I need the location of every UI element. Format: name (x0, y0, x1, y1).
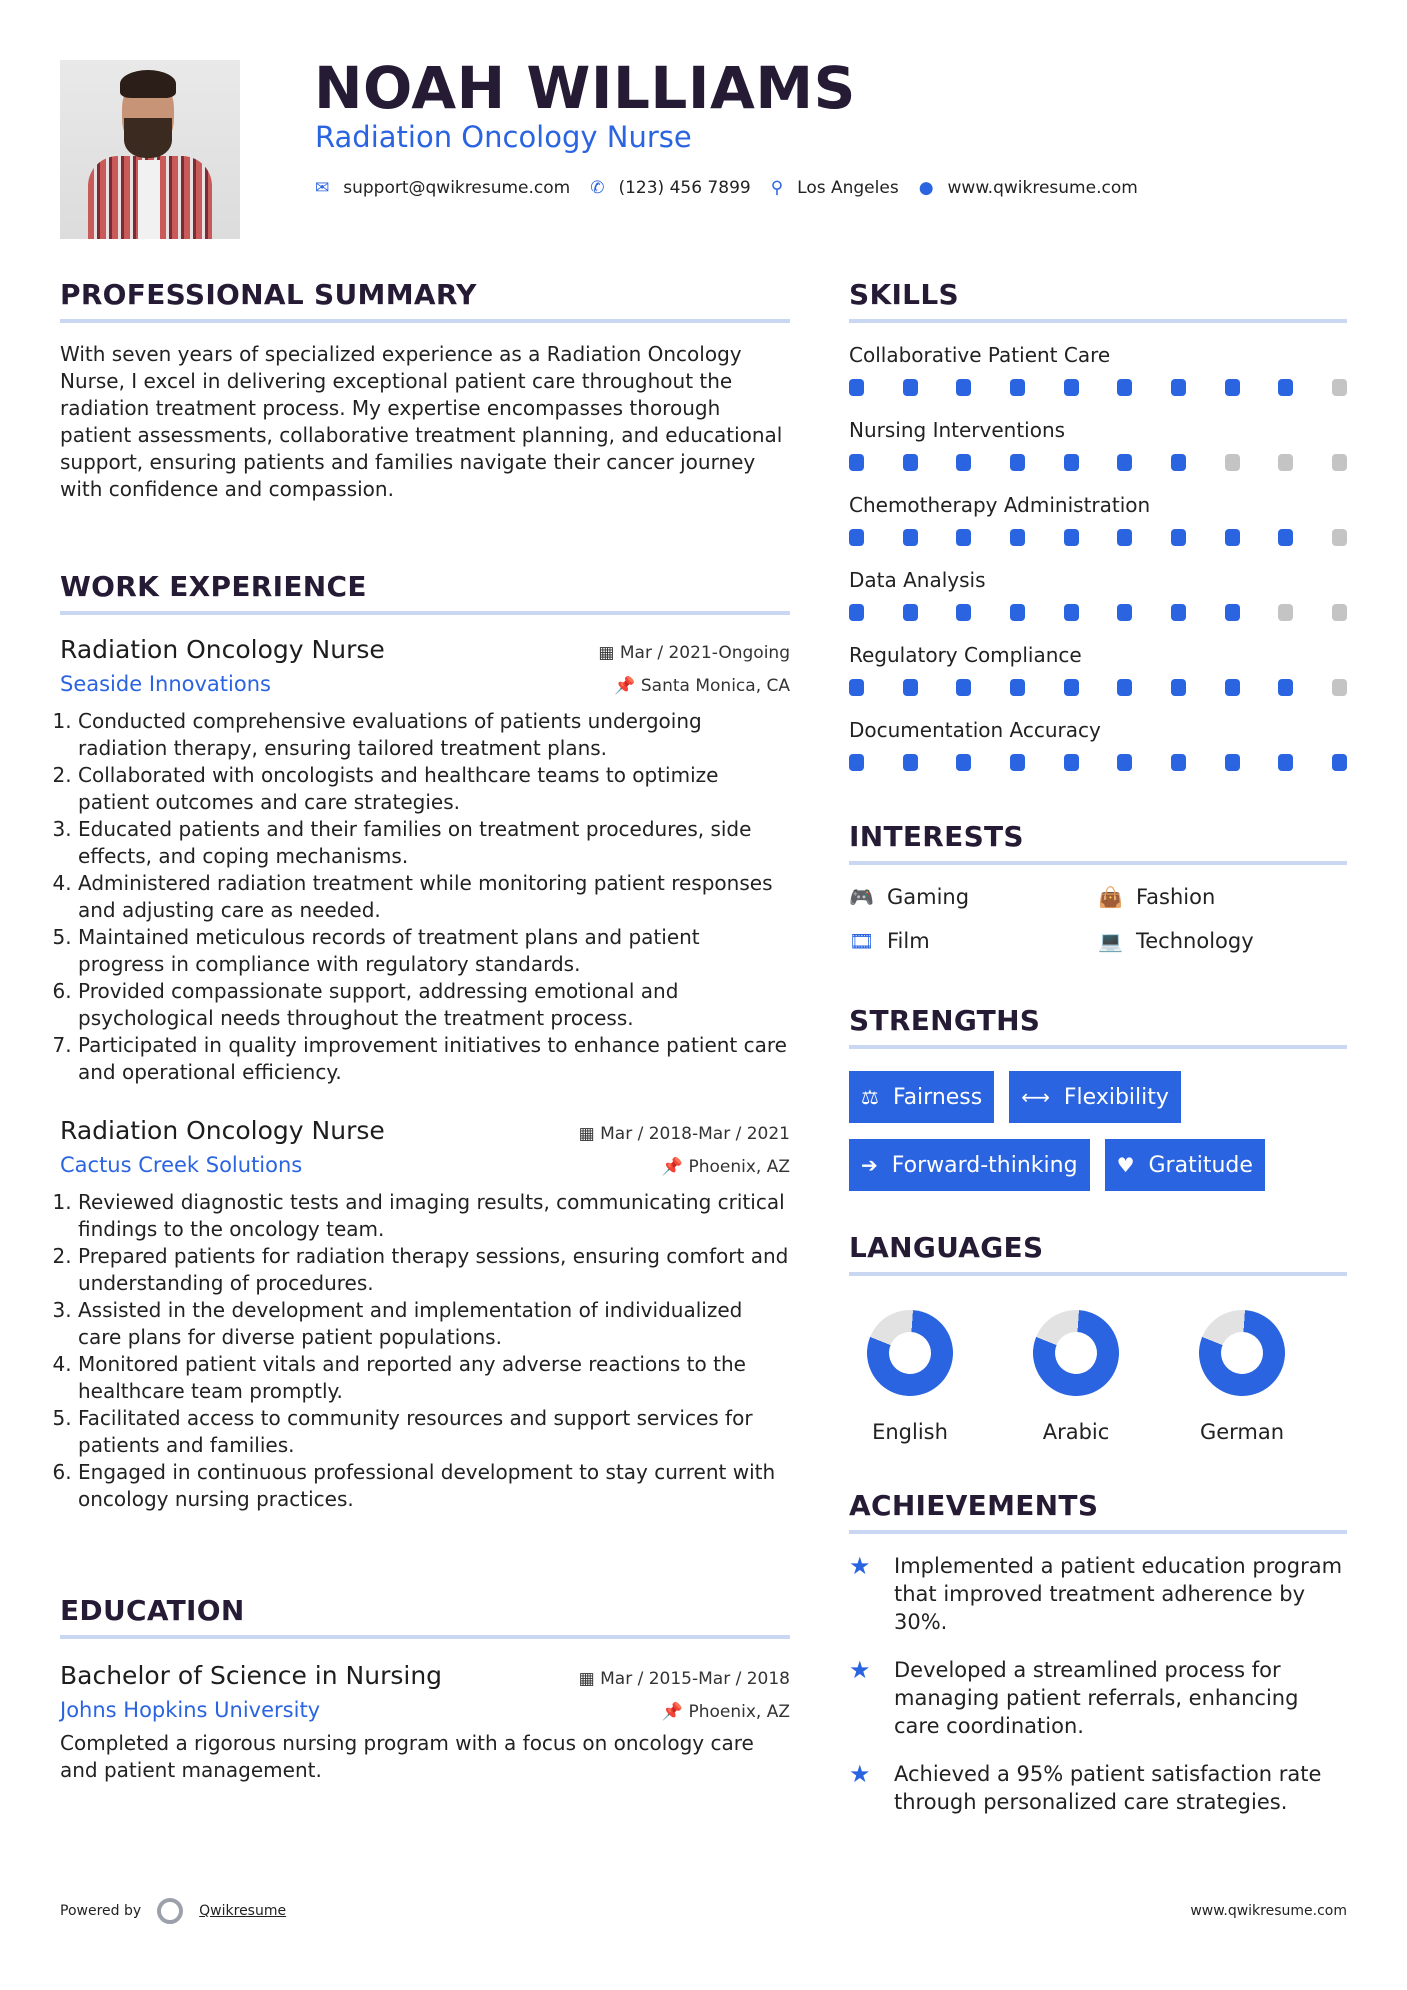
skill-dot-filled (956, 379, 971, 396)
strength-badge (1105, 1139, 1265, 1191)
section-heading: SKILLS (849, 278, 959, 311)
skill-dot-filled (1117, 679, 1132, 696)
calendar-icon: ▦ (598, 643, 620, 663)
interests-section (849, 820, 1347, 953)
skill-dot-filled (1332, 754, 1347, 771)
map-pin-icon: ⚲ (770, 178, 784, 198)
divider (60, 1635, 790, 1639)
skill-dot-empty (1332, 604, 1347, 621)
interest-item (849, 885, 1098, 909)
skill-dot-filled (1171, 604, 1186, 621)
arrows-h-icon: ⟷ (1021, 1085, 1050, 1109)
job-bullet: 6. Engaged in continuous professional development to stay current with oncology nursing practices. (78, 1459, 790, 1513)
film-icon: 🎞 (849, 929, 875, 953)
divider (849, 1272, 1347, 1276)
job-location: Santa Monica, CA (640, 676, 790, 696)
contact-location: Los Angeles (797, 178, 899, 198)
strengths-section (849, 1004, 1347, 1191)
skill-dot-filled (903, 604, 918, 621)
summary-section (60, 278, 790, 503)
divider (60, 319, 790, 323)
job-header (60, 635, 790, 664)
skill-dot-filled (849, 679, 864, 696)
degree-title: Bachelor of Science in Nursing (60, 1661, 443, 1690)
achievement-item (849, 1760, 1347, 1816)
languages-section (849, 1231, 1347, 1444)
skill-dot-filled (1064, 679, 1079, 696)
language-item (993, 1310, 1159, 1444)
divider (60, 611, 790, 615)
skill-dot-filled (849, 454, 864, 471)
globe-icon: ● (918, 178, 934, 198)
shopping-bag-icon: 👜 (1098, 885, 1123, 909)
skill-dot-filled (903, 754, 918, 771)
section-heading: ACHIEVEMENTS (849, 1489, 1099, 1522)
skill-dot-filled (1278, 529, 1293, 546)
job-subheader (60, 672, 790, 696)
contact-phone[interactable]: (123) 456 7899 (618, 178, 751, 198)
achievement-item (849, 1552, 1347, 1636)
language-donut (1196, 1307, 1288, 1399)
balance-scale-icon: ⚖ (861, 1085, 879, 1109)
section-heading: PROFESSIONAL SUMMARY (60, 278, 477, 311)
job-dates-wrap (598, 643, 790, 663)
skill-dot-empty (1332, 379, 1347, 396)
candidate-role: Radiation Oncology Nurse (315, 120, 692, 154)
interest-label: Film (887, 929, 930, 953)
footer-powered-by (60, 1898, 286, 1924)
skill-rating (849, 679, 1347, 696)
skill-dot-filled (1171, 379, 1186, 396)
section-heading: STRENGTHS (849, 1004, 1041, 1037)
skill-rating (849, 379, 1347, 396)
skill-dot-filled (1010, 529, 1025, 546)
skill-dot-filled (903, 379, 918, 396)
job-dates: Mar / 2018-Mar / 2021 (600, 1124, 790, 1144)
company-name: Cactus Creek Solutions (60, 1153, 303, 1177)
skill-dot-filled (1010, 379, 1025, 396)
job-entry (60, 1116, 790, 1513)
skill-label: Regulatory Compliance (849, 643, 1082, 667)
skill-dot-filled (1171, 679, 1186, 696)
education-description: Completed a rigorous nursing program with a focus on oncology care and patient management. (60, 1731, 754, 1782)
strength-label: Fairness (892, 1084, 983, 1110)
star-icon: ★ (849, 1552, 871, 1580)
interest-item (1098, 885, 1347, 909)
pin-icon: 📌 (661, 1157, 689, 1177)
phone-icon: ✆ (590, 178, 605, 198)
skill-dot-filled (956, 754, 971, 771)
job-bullet: 7. Participated in quality improvement initiatives to enhance patient care and operational efficiency. (78, 1032, 790, 1086)
skill-dot-filled (1171, 754, 1186, 771)
language-label: English (872, 1420, 948, 1444)
job-bullet: 1. Conducted comprehensive evaluations of patients undergoing radiation therapy, ensuring tailored treatment plans. (78, 708, 790, 762)
achievement-item (849, 1656, 1347, 1740)
skill-dot-filled (849, 754, 864, 771)
skill-rating (849, 529, 1347, 546)
skill-label: Documentation Accuracy (849, 718, 1101, 742)
skill-dot-filled (1010, 604, 1025, 621)
skill-dot-filled (1010, 754, 1025, 771)
job-bullet: 3. Assisted in the development and implementation of individualized care plans for diverse patient populations. (78, 1297, 790, 1351)
job-location-wrap (662, 1157, 790, 1177)
language-item (827, 1310, 993, 1444)
skill-dot-filled (1278, 754, 1293, 771)
heart-icon: ♥ (1116, 1153, 1135, 1177)
pin-icon: 📌 (661, 1702, 689, 1722)
qwikresume-link[interactable]: Qwikresume (199, 1903, 287, 1919)
skill-dot-filled (849, 529, 864, 546)
skill-label: Chemotherapy Administration (849, 493, 1151, 517)
skill-dot-empty (1332, 679, 1347, 696)
divider (849, 1045, 1347, 1049)
achievement-text: Developed a streamlined process for managing patient referrals, enhancing care coordination. (894, 1658, 1299, 1738)
strength-badge (1009, 1071, 1181, 1123)
summary-text: With seven years of specialized experience as a Radiation Oncology Nurse, I excel in delivering exceptional patient care throughout the radiation treatment process. My expertise encompasses thorough patient assessments, collaborative treatment planning, and educational support, ensuring patients and families navigate their cancer journey with confidence and compassion. (60, 342, 783, 501)
section-heading: LANGUAGES (849, 1231, 1044, 1264)
job-bullet: 2. Prepared patients for radiation therapy sessions, ensuring comfort and understanding of procedures. (78, 1243, 790, 1297)
skill-dot-filled (1064, 754, 1079, 771)
skill-rating (849, 754, 1347, 771)
skill-dot-filled (1278, 679, 1293, 696)
job-title: Radiation Oncology Nurse (60, 635, 385, 664)
skill-dot-filled (903, 454, 918, 471)
candidate-name: NOAH WILLIAMS (314, 54, 856, 122)
strength-label: Forward-thinking (891, 1152, 1078, 1178)
arrow-right-icon: ➔ (861, 1153, 878, 1177)
skill-dot-empty (1332, 529, 1347, 546)
strength-badge (849, 1139, 1090, 1191)
skill-dot-filled (1117, 454, 1132, 471)
job-bullets (60, 708, 790, 1086)
language-item (1159, 1310, 1325, 1444)
skill-dot-filled (1278, 379, 1293, 396)
job-dates: Mar / 2021-Ongoing (619, 643, 790, 663)
skill-dot-filled (1225, 679, 1240, 696)
divider (849, 861, 1347, 865)
skill-dot-filled (1064, 529, 1079, 546)
calendar-icon: ▦ (578, 1124, 601, 1144)
job-bullet: 1. Reviewed diagnostic tests and imaging results, communicating critical findings to the oncology team. (78, 1189, 790, 1243)
job-entry (60, 635, 790, 1086)
language-donut (864, 1307, 956, 1399)
skills-section (849, 278, 1347, 793)
skill-dot-filled (1010, 454, 1025, 471)
job-bullet: 5. Maintained meticulous records of treatment plans and patient progress in compliance with regulatory standards. (78, 924, 790, 978)
skill-dot-filled (1117, 754, 1132, 771)
interest-item (849, 929, 1098, 953)
job-bullets (60, 1189, 790, 1513)
skill-dot-filled (956, 679, 971, 696)
divider (849, 319, 1347, 323)
skill-dot-filled (1225, 754, 1240, 771)
skill-dot-filled (1225, 379, 1240, 396)
star-icon: ★ (849, 1656, 871, 1684)
job-subheader (60, 1153, 790, 1177)
qwikresume-logo-icon (157, 1898, 183, 1924)
skill-label: Data Analysis (849, 568, 986, 592)
strength-label: Flexibility (1063, 1084, 1169, 1110)
pin-icon: 📌 (614, 676, 641, 696)
skill-dot-filled (1064, 454, 1079, 471)
skill-dot-filled (1117, 529, 1132, 546)
skill-rating (849, 454, 1347, 471)
envelope-icon: ✉ (315, 178, 330, 198)
gamepad-icon: 🎮 (849, 885, 874, 909)
contact-bar (315, 178, 1158, 198)
skill-dot-empty (1332, 454, 1347, 471)
profile-photo (60, 60, 240, 239)
divider (849, 1530, 1347, 1534)
skill-dot-filled (1117, 379, 1132, 396)
skill-label: Collaborative Patient Care (849, 343, 1111, 367)
laptop-icon: 💻 (1098, 929, 1123, 953)
interest-label: Technology (1136, 929, 1254, 953)
skill-dot-empty (1278, 604, 1293, 621)
school-name: Johns Hopkins University (60, 1698, 321, 1722)
section-heading: WORK EXPERIENCE (60, 570, 367, 603)
skill-dot-filled (1171, 529, 1186, 546)
job-bullet: 5. Facilitated access to community resources and support services for patients and families. (78, 1405, 790, 1459)
interest-label: Gaming (887, 885, 970, 909)
skill-dot-filled (1225, 529, 1240, 546)
job-location-wrap (614, 676, 790, 696)
skill-dot-empty (1225, 454, 1240, 471)
skill-dot-filled (1064, 379, 1079, 396)
job-header (60, 1116, 790, 1145)
contact-website[interactable]: www.qwikresume.com (947, 178, 1138, 198)
skill-dot-filled (1117, 604, 1132, 621)
skill-dot-filled (849, 379, 864, 396)
language-donut (1030, 1307, 1122, 1399)
skill-dot-filled (903, 679, 918, 696)
star-icon: ★ (849, 1760, 871, 1788)
skill-dot-filled (1064, 604, 1079, 621)
achievements-section (849, 1489, 1347, 1816)
skill-dot-filled (903, 529, 918, 546)
company-name: Seaside Innovations (60, 672, 271, 696)
job-bullet: 3. Educated patients and their families on treatment procedures, side effects, and coping mechanisms. (78, 816, 790, 870)
calendar-icon: ▦ (578, 1669, 601, 1689)
language-label: German (1199, 1420, 1285, 1444)
skill-dot-filled (956, 529, 971, 546)
language-label: Arabic (1042, 1420, 1110, 1444)
education-dates: Mar / 2015-Mar / 2018 (600, 1669, 790, 1689)
section-heading: EDUCATION (60, 1594, 245, 1627)
interest-item (1098, 929, 1347, 953)
contact-email[interactable]: support@qwikresume.com (343, 178, 571, 198)
education-location: Phoenix, AZ (688, 1702, 790, 1722)
experience-section (60, 570, 790, 1513)
job-title: Radiation Oncology Nurse (60, 1116, 385, 1145)
footer-url[interactable]: www.qwikresume.com (1190, 1903, 1347, 1919)
job-bullet: 4. Monitored patient vitals and reported any adverse reactions to the healthcare team promptly. (78, 1351, 790, 1405)
skill-dot-filled (1010, 679, 1025, 696)
strength-label: Gratitude (1148, 1152, 1253, 1178)
skill-dot-filled (849, 604, 864, 621)
achievement-text: Implemented a patient education program that improved treatment adherence by 30%. (894, 1554, 1343, 1634)
interest-label: Fashion (1136, 885, 1216, 909)
section-heading: INTERESTS (849, 820, 1024, 853)
strength-badge (849, 1071, 994, 1123)
education-section (60, 1594, 790, 1784)
skill-dot-filled (956, 454, 971, 471)
job-bullet: 2. Collaborated with oncologists and healthcare teams to optimize patient outcomes and care strategies. (78, 762, 790, 816)
skill-dot-filled (1225, 604, 1240, 621)
job-bullet: 4. Administered radiation treatment while monitoring patient responses and adjusting care as needed. (78, 870, 790, 924)
skill-rating (849, 604, 1347, 621)
powered-by-label: Powered by (60, 1903, 142, 1919)
job-location: Phoenix, AZ (688, 1157, 790, 1177)
achievement-text: Achieved a 95% patient satisfaction rate through personalized care strategies. (894, 1762, 1322, 1814)
skill-dot-filled (1171, 454, 1186, 471)
job-dates-wrap (579, 1124, 790, 1144)
skill-dot-empty (1278, 454, 1293, 471)
job-bullet: 6. Provided compassionate support, addressing emotional and psychological needs throughout the treatment process. (78, 978, 790, 1032)
skill-dot-filled (956, 604, 971, 621)
skill-label: Nursing Interventions (849, 418, 1066, 442)
